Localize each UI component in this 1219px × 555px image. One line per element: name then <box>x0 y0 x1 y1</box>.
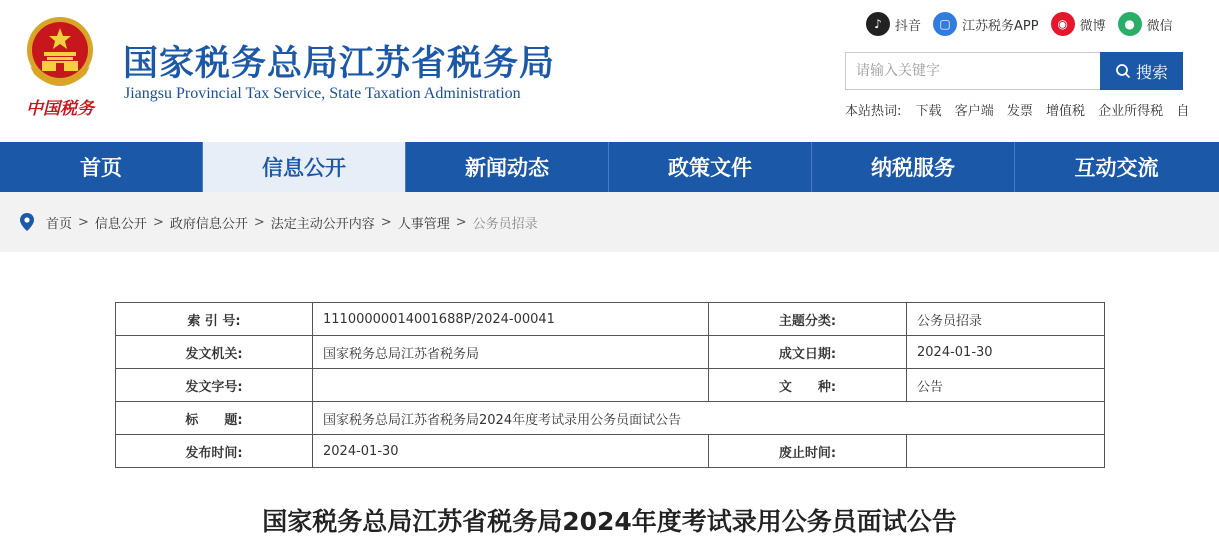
nav-policy[interactable]: 政策文件 <box>609 142 812 192</box>
label-topic: 主题分类: <box>709 303 907 336</box>
breadcrumb <box>0 192 1219 252</box>
value-topic: 公务员招录 <box>907 303 1105 336</box>
location-pin-icon <box>20 213 34 231</box>
breadcrumb-current: 公务员招录 <box>472 216 538 232</box>
value-doc-type: 公告 <box>907 369 1105 402</box>
breadcrumb-separator: > <box>380 214 392 230</box>
wechat-icon: ● <box>1118 12 1142 36</box>
search-icon <box>1115 63 1131 79</box>
hotword-link[interactable]: 下载 <box>915 104 942 119</box>
social-app[interactable] <box>933 12 1039 36</box>
social-wechat-label: 微信 <box>1146 18 1173 34</box>
hotword-link[interactable]: 增值税 <box>1046 104 1086 119</box>
label-written-date: 成文日期: <box>709 336 907 369</box>
hotword-link[interactable]: 客户端 <box>954 104 994 119</box>
document-info-table <box>115 302 1105 468</box>
table-row <box>116 303 1105 336</box>
label-issuer: 发文机关: <box>116 336 313 369</box>
national-emblem-logo[interactable] <box>20 14 100 120</box>
breadcrumb-personnel[interactable]: 人事管理 <box>397 216 450 232</box>
article-title: 国家税务总局江苏省税务局2024年度考试录用公务员面试公告 <box>262 507 957 536</box>
search-button[interactable] <box>1100 52 1183 90</box>
search-input[interactable] <box>845 52 1100 90</box>
breadcrumb-statutory[interactable]: 法定主动公开内容 <box>270 216 375 232</box>
douyin-icon: ♪ <box>866 12 890 36</box>
nav-tax-service[interactable]: 纳税服务 <box>812 142 1015 192</box>
value-publish-date: 2024-01-30 <box>313 435 709 468</box>
search-button-label: 搜索 <box>1135 62 1168 82</box>
search-box <box>845 52 1183 90</box>
value-index-no: 11100000014001688P/2024-00041 <box>313 303 709 336</box>
social-app-label: 江苏税务APP <box>962 18 1039 34</box>
table-row <box>116 336 1105 369</box>
breadcrumb-separator: > <box>152 214 164 230</box>
value-title: 国家税务总局江苏省税务局2024年度考试录用公务员面试公告 <box>313 402 1105 435</box>
breadcrumb-separator: > <box>253 214 265 230</box>
value-doc-number <box>313 369 709 402</box>
value-issuer: 国家税务总局江苏省税务局 <box>313 336 709 369</box>
table-row <box>116 369 1105 402</box>
social-douyin-label: 抖音 <box>895 18 922 34</box>
hotwords <box>845 100 1219 119</box>
hotword-link[interactable]: 企业所得税 <box>1098 104 1164 119</box>
social-links <box>866 12 1185 36</box>
value-expiry-date <box>907 435 1105 468</box>
nav-info-disclosure[interactable]: 信息公开 <box>203 142 406 192</box>
nav-interaction[interactable]: 互动交流 <box>1074 156 1159 180</box>
main-nav <box>0 142 1219 192</box>
breadcrumb-info-disclosure[interactable]: 信息公开 <box>94 216 147 232</box>
app-icon: ▢ <box>933 12 957 36</box>
label-index-no: 索 引 号: <box>116 303 313 336</box>
site-header <box>0 0 1219 142</box>
breadcrumb-separator: > <box>455 214 467 230</box>
nav-news[interactable]: 新闻动态 <box>406 142 609 192</box>
site-title: 国家税务总局江苏省税务局 <box>123 44 556 84</box>
site-subtitle: Jiangsu Provincial Tax Service, State Taxation Administration <box>124 85 521 102</box>
label-doc-number: 发文字号: <box>116 369 313 402</box>
label-publish-date: 发布时间: <box>116 435 313 468</box>
svg-text:中国税务: 中国税务 <box>26 99 94 119</box>
weibo-icon: ◉ <box>1051 12 1075 36</box>
social-douyin[interactable] <box>866 12 921 36</box>
breadcrumb-gov-info[interactable]: 政府信息公开 <box>169 216 248 232</box>
nav-home[interactable]: 首页 <box>0 142 203 192</box>
breadcrumb-separator: > <box>78 214 89 230</box>
hotword-link[interactable]: 自 <box>1176 104 1190 119</box>
social-weibo-label: 微博 <box>1079 18 1106 34</box>
breadcrumb-home[interactable]: 首页 <box>46 216 73 232</box>
value-written-date: 2024-01-30 <box>907 336 1105 369</box>
table-row <box>116 402 1105 435</box>
label-doc-type: 文 种: <box>709 369 907 402</box>
hotword-link[interactable]: 发票 <box>1006 104 1033 119</box>
hotwords-label: 本站热词: <box>845 104 902 119</box>
social-wechat[interactable] <box>1118 12 1173 36</box>
label-expiry-date: 废止时间: <box>709 435 907 468</box>
table-row <box>116 435 1105 468</box>
label-title: 标 题: <box>116 402 313 435</box>
social-weibo[interactable] <box>1051 12 1106 36</box>
